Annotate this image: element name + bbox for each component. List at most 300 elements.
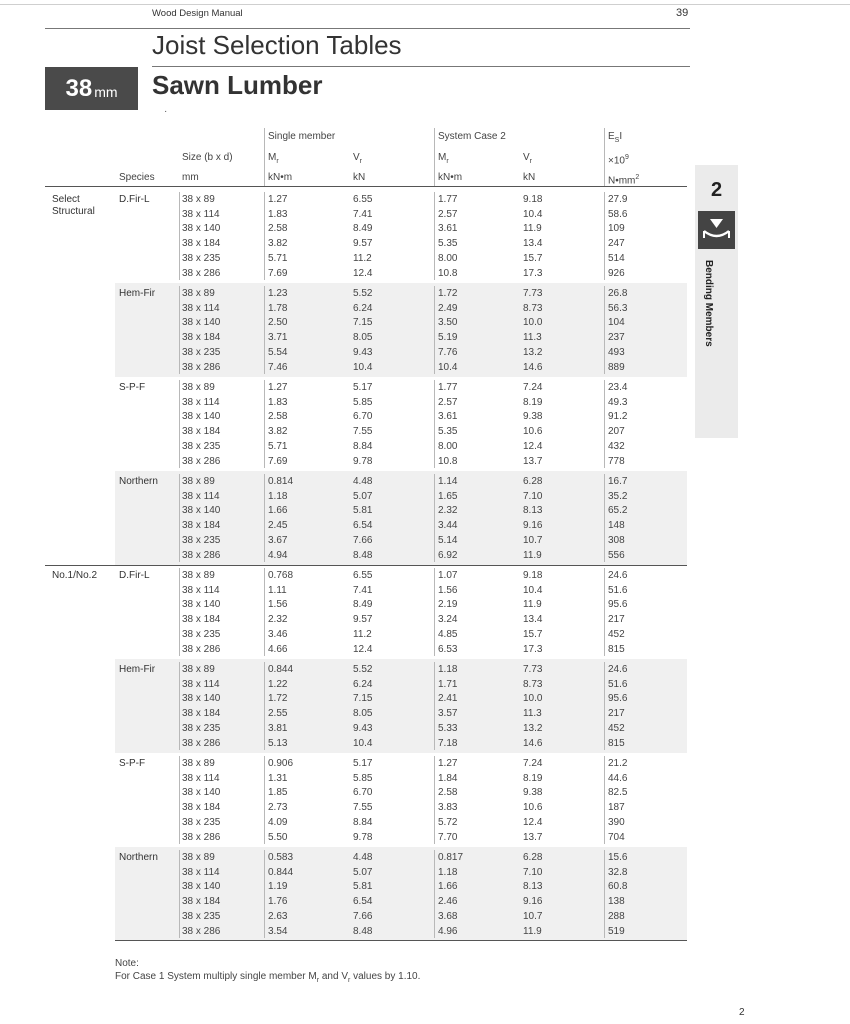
ei-cell: 432 (608, 440, 625, 452)
species-label: Northern (119, 852, 158, 863)
vr-cell: 7.66 (353, 910, 373, 922)
mr-cell: 1.76 (268, 896, 288, 908)
sys-mr-cell: 5.14 (438, 534, 458, 546)
sys-vr-cell: 8.73 (523, 302, 543, 314)
sys-vr-cell: 17.3 (523, 643, 543, 655)
sys-mr-cell: 5.35 (438, 426, 458, 438)
size-cell: 38 x 114 (182, 490, 220, 502)
mr-cell: 2.55 (268, 708, 288, 720)
size-badge (45, 67, 138, 110)
vr-cell: 5.81 (353, 505, 373, 517)
sys-mr-cell: 1.65 (438, 490, 458, 502)
ei-cell: 519 (608, 925, 625, 937)
col-divider (434, 474, 435, 562)
size-cell: 38 x 286 (182, 455, 221, 467)
ei-cell: 390 (608, 816, 625, 828)
sys-vr-cell: 10.4 (523, 584, 543, 596)
size-cell: 38 x 286 (182, 737, 221, 749)
size-cell: 38 x 114 (182, 302, 220, 314)
sys-vr-cell: 8.19 (523, 772, 543, 784)
sys-mr-cell: 1.07 (438, 570, 458, 581)
ei-cell: 15.6 (608, 852, 628, 863)
ei-cell: 35.2 (608, 490, 628, 502)
mr-cell: 1.19 (268, 881, 288, 893)
sys-vr-cell: 7.73 (523, 288, 543, 299)
sys-mr-cell: 3.50 (438, 317, 458, 329)
mr-cell: 3.46 (268, 628, 288, 640)
vr-cell: 11.2 (353, 252, 372, 264)
ei-cell: 207 (608, 426, 625, 438)
mr-cell: 7.69 (268, 455, 288, 467)
sys-vr-cell: 13.2 (523, 346, 543, 358)
vr-cell: 9.57 (353, 614, 373, 626)
vr-cell: 5.17 (353, 382, 373, 393)
species-label: S-P-F (119, 382, 146, 393)
mr-cell: 0.844 (268, 866, 294, 878)
col-divider (264, 474, 265, 562)
size-cell: 38 x 184 (182, 238, 221, 250)
ei-cell: 44.6 (608, 772, 628, 784)
size-cell: 38 x 184 (182, 708, 221, 720)
chapter-tab-number: 2 (710, 179, 723, 201)
table-bottom-rule (115, 940, 687, 941)
vr-cell: 5.81 (353, 881, 373, 893)
sys-vr-cell: 7.10 (523, 490, 543, 502)
vr-cell: 7.55 (353, 802, 373, 814)
ei-cell: 148 (608, 520, 625, 532)
col-divider (179, 380, 180, 468)
sys-vr-cell: 9.16 (523, 520, 543, 532)
system-case-header: System Case 2 (438, 131, 506, 142)
ei-cell: 58.6 (608, 208, 628, 220)
ei-cell: 452 (608, 722, 625, 734)
sys-vr-header: $V_r$ (523, 152, 533, 165)
sys-mr-cell: 0.817 (438, 852, 464, 863)
page-title: Joist Selection Tables (152, 30, 402, 60)
col-divider (434, 756, 435, 844)
sys-vr-cell: 13.7 (523, 831, 543, 843)
mr-cell: 1.83 (268, 396, 288, 408)
size-cell: 38 x 286 (182, 643, 221, 655)
vr-header: $V_r$ (353, 152, 363, 165)
sys-vr-cell: 15.7 (523, 252, 543, 264)
ei-cell: 187 (608, 802, 625, 814)
ei-cell: 82.5 (608, 787, 628, 799)
vr-cell: 8.05 (353, 332, 373, 344)
vr-cell: 9.57 (353, 238, 373, 250)
vr-cell: 12.4 (353, 643, 373, 655)
col-divider (264, 662, 265, 750)
mr-cell: 5.71 (268, 440, 288, 452)
mr-cell: 7.46 (268, 361, 288, 373)
sys-vr-cell: 7.10 (523, 866, 543, 878)
size-cell: 38 x 114 (182, 866, 220, 878)
mr-cell: 5.71 (268, 252, 288, 264)
sys-mr-cell: 2.57 (438, 208, 458, 220)
footer-page-number: 2 (739, 1007, 745, 1018)
col-divider (434, 380, 435, 468)
sys-mr-cell: 3.61 (438, 411, 458, 423)
sys-mr-cell: 2.46 (438, 896, 458, 908)
vr-cell: 6.54 (353, 896, 373, 908)
size-cell: 38 x 235 (182, 346, 221, 358)
mr-header: $M_r$ (268, 152, 279, 165)
col-divider (264, 128, 265, 186)
sys-mr-cell: 10.8 (438, 267, 458, 279)
col-divider (434, 192, 435, 280)
ei-unit: $N•mm^2$ (608, 174, 640, 187)
mr-cell: 1.31 (268, 772, 288, 784)
size-cell: 38 x 235 (182, 628, 221, 640)
vr-cell: 7.41 (353, 584, 373, 596)
size-cell: 38 x 140 (182, 599, 221, 611)
sys-vr-cell: 10.0 (523, 693, 543, 705)
vr-cell: 8.49 (353, 599, 373, 611)
ei-cell: 556 (608, 549, 625, 561)
mr-cell: 1.56 (268, 599, 288, 611)
mr-cell: 5.13 (268, 737, 288, 749)
sys-mr-cell: 4.96 (438, 925, 458, 937)
sys-mr-unit: kN•m (438, 172, 463, 183)
ei-cell: 56.3 (608, 302, 628, 314)
vr-cell: 11.2 (353, 628, 372, 640)
sys-vr-cell: 15.7 (523, 628, 543, 640)
size-cell: 38 x 140 (182, 505, 221, 517)
ei-cell: 704 (608, 831, 625, 843)
sys-mr-cell: 1.18 (438, 664, 458, 675)
sys-vr-cell: 9.38 (523, 411, 543, 423)
size-cell: 38 x 140 (182, 787, 221, 799)
sys-mr-cell: 1.66 (438, 881, 458, 893)
sys-mr-cell: 10.4 (438, 361, 458, 373)
sys-mr-cell: 3.61 (438, 223, 458, 235)
vr-cell: 12.4 (353, 267, 373, 279)
ei-cell: 95.6 (608, 599, 628, 611)
vr-cell: 4.48 (353, 852, 373, 863)
sys-vr-cell: 10.0 (523, 317, 543, 329)
col-divider (264, 380, 265, 468)
vr-cell: 5.17 (353, 758, 373, 769)
vr-cell: 8.49 (353, 223, 373, 235)
sys-mr-cell: 8.00 (438, 440, 458, 452)
sys-vr-cell: 9.18 (523, 570, 543, 581)
size-unit: mm (182, 172, 199, 183)
sys-vr-cell: 10.4 (523, 208, 543, 220)
sys-vr-cell: 14.6 (523, 361, 543, 373)
sys-vr-cell: 11.9 (523, 599, 542, 611)
ei-cell: 247 (608, 238, 625, 250)
col-divider (179, 192, 180, 280)
mr-cell: 0.768 (268, 570, 294, 581)
col-divider (264, 192, 265, 280)
mr-cell: 2.32 (268, 614, 288, 626)
vr-cell: 9.43 (353, 346, 373, 358)
ei-cell: 815 (608, 737, 625, 749)
ei-cell: 27.9 (608, 194, 628, 205)
sys-mr-cell: 5.19 (438, 332, 458, 344)
sys-vr-cell: 8.73 (523, 678, 543, 690)
mr-cell: 7.69 (268, 267, 288, 279)
size-cell: 38 x 184 (182, 426, 221, 438)
mr-cell: 3.54 (268, 925, 288, 937)
ei-cell: 815 (608, 643, 625, 655)
ei-cell: 16.7 (608, 476, 628, 487)
vr-cell: 6.24 (353, 678, 373, 690)
sys-vr-cell: 12.4 (523, 440, 543, 452)
size-cell: 38 x 140 (182, 881, 221, 893)
vr-cell: 10.4 (353, 361, 373, 373)
mr-cell: 5.50 (268, 831, 288, 843)
size-badge-unit: mm (94, 83, 118, 100)
col-divider (179, 568, 180, 656)
vr-cell: 5.07 (353, 490, 373, 502)
vr-cell: 10.4 (353, 737, 373, 749)
sys-mr-cell: 3.24 (438, 614, 458, 626)
sys-mr-cell: 5.35 (438, 238, 458, 250)
mr-cell: 1.66 (268, 505, 288, 517)
sys-vr-cell: 11.9 (523, 549, 542, 561)
sys-mr-cell: 2.32 (438, 505, 458, 517)
mr-cell: 4.94 (268, 549, 288, 561)
size-cell: 38 x 114 (182, 678, 220, 690)
col-divider (264, 568, 265, 656)
ei-cell: 60.8 (608, 881, 628, 893)
vr-cell: 9.78 (353, 455, 373, 467)
mr-cell: 1.83 (268, 208, 288, 220)
sys-vr-cell: 9.18 (523, 194, 543, 205)
mr-cell: 2.63 (268, 910, 288, 922)
vr-cell: 4.48 (353, 476, 373, 487)
sys-mr-cell: 1.27 (438, 758, 458, 769)
vr-cell: 5.85 (353, 772, 373, 784)
mr-cell: 3.71 (268, 332, 288, 344)
sys-mr-cell: 1.77 (438, 194, 458, 205)
col-divider (604, 850, 605, 938)
sys-mr-cell: 8.00 (438, 252, 458, 264)
mr-cell: 1.85 (268, 787, 288, 799)
ei-cell: 24.6 (608, 664, 628, 675)
col-divider (604, 756, 605, 844)
ei-cell: 138 (608, 896, 625, 908)
sys-vr-cell: 11.9 (523, 223, 542, 235)
mr-cell: 3.82 (268, 426, 288, 438)
col-divider (179, 756, 180, 844)
size-cell: 38 x 89 (182, 570, 215, 581)
vr-cell: 7.66 (353, 534, 373, 546)
col-divider (434, 286, 435, 374)
sys-vr-cell: 10.6 (523, 802, 543, 814)
sys-vr-cell: 13.2 (523, 722, 543, 734)
sys-mr-cell: 7.76 (438, 346, 458, 358)
vr-cell: 5.85 (353, 396, 373, 408)
sys-mr-cell: 3.57 (438, 708, 458, 720)
mr-cell: 1.27 (268, 194, 288, 205)
ei-cell: 104 (608, 317, 625, 329)
sys-mr-cell: 3.83 (438, 802, 458, 814)
sys-mr-cell: 2.57 (438, 396, 458, 408)
species-label: S-P-F (119, 758, 146, 769)
sys-vr-cell: 8.13 (523, 881, 543, 893)
vr-cell: 7.55 (353, 426, 373, 438)
ei-cell: 95.6 (608, 693, 628, 705)
species-label: Hem-Fir (119, 664, 156, 675)
vr-cell: 8.84 (353, 440, 373, 452)
sys-vr-cell: 13.7 (523, 455, 543, 467)
mr-cell: 0.844 (268, 664, 294, 675)
mr-cell: 0.814 (268, 476, 294, 487)
size-cell: 38 x 286 (182, 831, 221, 843)
sys-mr-cell: 1.14 (438, 476, 458, 487)
mr-cell: 1.72 (268, 693, 288, 705)
manual-name: Wood Design Manual (152, 8, 243, 19)
col-divider (604, 286, 605, 374)
section-title: Sawn Lumber (152, 70, 323, 100)
mr-cell: 0.583 (268, 852, 294, 863)
size-cell: 38 x 235 (182, 910, 221, 922)
size-badge-value: 38 (65, 74, 93, 102)
col-divider (434, 662, 435, 750)
size-cell: 38 x 235 (182, 252, 221, 264)
ei-cell: 308 (608, 534, 625, 546)
sys-vr-cell: 11.3 (523, 332, 542, 344)
mr-cell: 4.09 (268, 816, 288, 828)
mr-cell: 2.73 (268, 802, 288, 814)
top-border (0, 4, 850, 5)
mr-cell: 1.22 (268, 678, 288, 690)
note-label: Note: (115, 958, 139, 969)
vr-cell: 6.70 (353, 787, 373, 799)
sys-mr-header: $M_r$ (438, 152, 449, 165)
size-cell: 38 x 89 (182, 664, 215, 675)
size-cell: 38 x 286 (182, 267, 221, 279)
col-divider (604, 192, 605, 280)
grade-label: Select Structural (52, 194, 95, 217)
species-label: Hem-Fir (119, 288, 156, 299)
sys-mr-cell: 3.44 (438, 520, 458, 532)
vr-cell: 9.43 (353, 722, 373, 734)
size-cell: 38 x 235 (182, 816, 221, 828)
size-cell: 38 x 114 (182, 772, 220, 784)
sys-vr-cell: 8.13 (523, 505, 543, 517)
stray-dot: · (164, 106, 168, 117)
size-cell: 38 x 235 (182, 534, 221, 546)
vr-cell: 6.55 (353, 194, 373, 205)
vr-cell: 5.52 (353, 288, 373, 299)
grade-label: No.1/No.2 (52, 570, 98, 581)
sys-vr-cell: 8.19 (523, 396, 543, 408)
ei-cell: 217 (608, 708, 625, 720)
mr-cell: 1.23 (268, 288, 288, 299)
col-divider (179, 662, 180, 750)
size-cell: 38 x 286 (182, 925, 221, 937)
sys-vr-cell: 11.3 (523, 708, 542, 720)
ei-cell: 24.6 (608, 570, 628, 581)
size-header: Size (b x d) (182, 152, 233, 163)
col-divider (604, 474, 605, 562)
sys-vr-cell: 9.16 (523, 896, 543, 908)
sys-vr-cell: 6.28 (523, 476, 543, 487)
grade-separator (45, 565, 687, 566)
vr-cell: 6.70 (353, 411, 373, 423)
mr-cell: 1.18 (268, 490, 288, 502)
sys-vr-cell: 6.28 (523, 852, 543, 863)
ei-cell: 889 (608, 361, 625, 373)
sys-vr-cell: 12.4 (523, 816, 543, 828)
col-divider (179, 474, 180, 562)
col-divider (604, 662, 605, 750)
size-cell: 38 x 184 (182, 520, 221, 532)
sys-vr-cell: 7.24 (523, 382, 543, 393)
col-divider (179, 286, 180, 374)
sys-vr-cell: 17.3 (523, 267, 543, 279)
sys-mr-cell: 4.85 (438, 628, 458, 640)
sys-vr-cell: 7.73 (523, 664, 543, 675)
size-cell: 38 x 89 (182, 476, 215, 487)
size-cell: 38 x 140 (182, 223, 221, 235)
ei-cell: 926 (608, 267, 625, 279)
vr-cell: 8.05 (353, 708, 373, 720)
sys-mr-cell: 1.18 (438, 866, 458, 878)
title-rule (152, 66, 690, 67)
sys-mr-cell: 1.77 (438, 382, 458, 393)
ei-cell: 493 (608, 346, 625, 358)
sys-vr-cell: 9.38 (523, 787, 543, 799)
ei-header: $E_SI$ (608, 131, 623, 144)
ei-cell: 109 (608, 223, 625, 235)
size-cell: 38 x 184 (182, 896, 221, 908)
vr-cell: 9.78 (353, 831, 373, 843)
sys-mr-cell: 2.58 (438, 787, 458, 799)
ei-cell: 51.6 (608, 584, 628, 596)
col-divider (264, 756, 265, 844)
sys-mr-cell: 7.70 (438, 831, 458, 843)
col-divider (604, 568, 605, 656)
size-cell: 38 x 184 (182, 802, 221, 814)
sys-mr-cell: 1.84 (438, 772, 458, 784)
mr-cell: 1.78 (268, 302, 288, 314)
mr-cell: 1.11 (268, 584, 287, 596)
sys-mr-cell: 2.49 (438, 302, 458, 314)
header-rule (45, 28, 690, 29)
size-cell: 38 x 184 (182, 332, 221, 344)
col-divider (604, 380, 605, 468)
sys-mr-cell: 10.8 (438, 455, 458, 467)
note-text: For Case 1 System multiply single member $M_r$ and $V_r$ values by 1.10. (115, 971, 421, 984)
single-member-header: Single member (268, 131, 336, 142)
mr-cell: 2.58 (268, 411, 288, 423)
mr-cell: 1.27 (268, 382, 288, 393)
mr-cell: 4.66 (268, 643, 288, 655)
vr-cell: 6.54 (353, 520, 373, 532)
chapter-tab[interactable] (695, 165, 738, 438)
vr-cell: 8.48 (353, 549, 373, 561)
ei-cell: 21.2 (608, 758, 628, 769)
sys-vr-cell: 13.4 (523, 238, 543, 250)
col-divider (434, 568, 435, 656)
sys-vr-cell: 10.7 (523, 534, 543, 546)
col-divider (604, 128, 605, 186)
size-cell: 38 x 235 (182, 440, 221, 452)
sys-mr-cell: 3.68 (438, 910, 458, 922)
size-cell: 38 x 286 (182, 361, 221, 373)
mr-cell: 3.67 (268, 534, 288, 546)
mr-cell: 2.58 (268, 223, 288, 235)
size-cell: 38 x 114 (182, 208, 220, 220)
ei-cell: 23.4 (608, 382, 628, 393)
ei-cell: 32.8 (608, 866, 628, 878)
species-header: Species (119, 172, 155, 183)
species-label: D.Fir-L (119, 570, 150, 581)
